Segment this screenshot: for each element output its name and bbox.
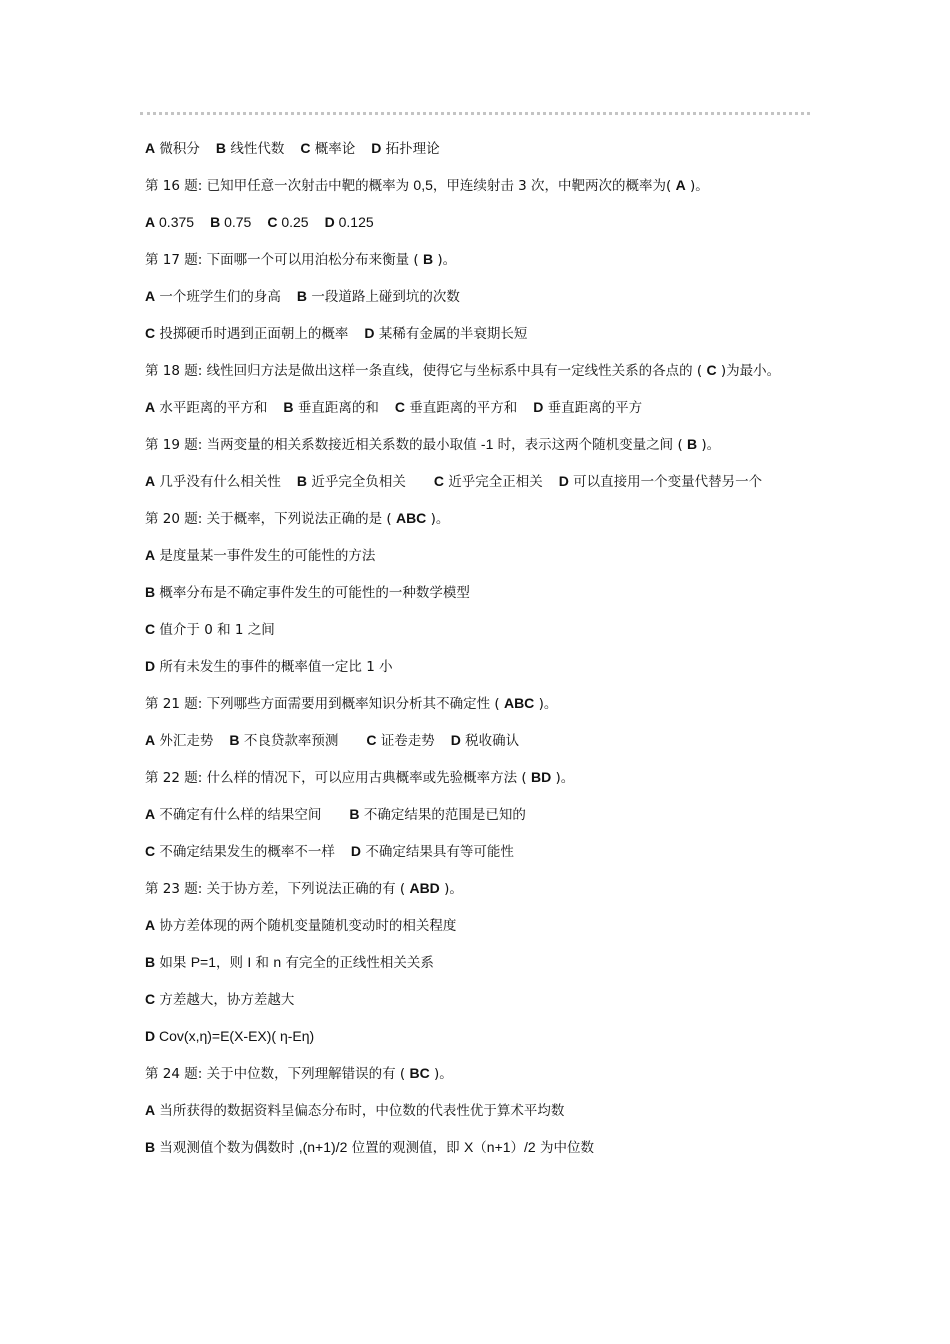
- dotted-divider: [140, 112, 810, 119]
- option-letter: D: [450, 732, 461, 748]
- option-letter: C: [300, 140, 311, 156]
- text-segment: 有完全的正线性相关关系: [281, 955, 434, 971]
- text-segment: )。: [551, 770, 575, 786]
- text-segment: 垂直距离的平方和: [404, 400, 518, 416]
- text-segment: 可以直接用一个变量代替另一个: [568, 474, 763, 490]
- option-letter: D: [145, 1028, 156, 1044]
- option-letter: A: [145, 473, 156, 489]
- option-letter: D: [350, 843, 362, 859]
- text-line: [145, 805, 810, 824]
- text-segment: 第 17 题: 下面哪一个可以用泊松分布来衡量 (: [145, 252, 423, 268]
- option-letter: B: [145, 1139, 156, 1155]
- text-segment: -1: [480, 436, 494, 452]
- text-segment: 某稀有金属的半衰期长短: [374, 326, 528, 342]
- text-segment: 概率分布是不确定事件发生的可能性的一种数学模型: [155, 585, 470, 601]
- text-segment: /2: [524, 1139, 536, 1155]
- option-letter: B: [145, 954, 156, 970]
- option-letter: ABC: [395, 510, 427, 526]
- text-segment: 0.25: [277, 214, 309, 230]
- text-segment: )。: [439, 881, 463, 897]
- option-letter: C: [145, 621, 156, 637]
- text-segment: n+1: [486, 1139, 511, 1155]
- option-letter: C: [145, 325, 156, 341]
- option-letter: B: [296, 288, 308, 304]
- option-letter: C: [394, 399, 405, 415]
- option-letter: B: [229, 732, 240, 748]
- option-letter: B: [145, 584, 156, 600]
- option-letter: D: [533, 399, 544, 415]
- text-segment: 垂直距离的平方: [543, 400, 643, 416]
- text-segment: 外汇走势: [155, 733, 214, 749]
- option-letter: C: [706, 362, 717, 378]
- text-segment: 第 23 题: 关于协方差，下列说法正确的有 (: [145, 881, 410, 897]
- option-letter: B: [210, 214, 221, 230]
- text-segment: P=1: [190, 954, 217, 970]
- option-letter: D: [371, 140, 382, 156]
- text-line: [145, 620, 810, 639]
- text-segment: 0.375: [155, 214, 195, 230]
- text-line: [145, 953, 810, 972]
- text-segment: （: [473, 1140, 487, 1156]
- option-letter: D: [364, 325, 375, 341]
- text-segment: 当所获得的数据资料呈偏态分布时，中位数的代表性优于算术平均数: [155, 1103, 565, 1119]
- text-segment: 线性代数: [226, 141, 285, 157]
- text-line: [145, 916, 810, 935]
- text-segment: 值介于 0 和 1 之间: [155, 622, 275, 638]
- text-segment: 不确定有什么样的结果空间: [155, 807, 322, 823]
- text-line: [145, 176, 810, 195]
- text-segment: 不确定结果发生的概率不一样: [155, 844, 335, 860]
- text-segment: 第 22 题: 什么样的情况下，可以应用古典概率或先验概率方法 (: [145, 770, 531, 786]
- option-letter: A: [675, 177, 686, 193]
- text-segment: 0,5: [413, 177, 433, 193]
- text-segment: 协方差体现的两个随机变量随机变动时的相关程度: [155, 918, 457, 934]
- option-letter: A: [145, 214, 156, 230]
- option-letter: B: [349, 806, 360, 822]
- option-letter: A: [145, 140, 156, 156]
- text-segment: 不确定结果的范围是已知的: [359, 807, 526, 823]
- text-segment: 近乎完全正相关: [443, 474, 543, 490]
- text-segment: 时，表示这两个随机变量之间 (: [493, 437, 687, 453]
- text-line: [145, 842, 810, 861]
- option-letter: BD: [530, 769, 552, 785]
- text-segment: ,(n+1)/2: [298, 1139, 348, 1155]
- option-letter: D: [145, 658, 156, 674]
- option-letter: C: [366, 732, 377, 748]
- text-line: [145, 435, 810, 454]
- text-segment: 是度量某一事件发生的可能性的方法: [155, 548, 376, 564]
- text-segment: 证卷走势: [376, 733, 435, 749]
- text-segment: 不确定结果具有等可能性: [361, 844, 514, 860]
- text-segment: 如果: [155, 955, 191, 971]
- option-letter: B: [422, 251, 434, 267]
- option-letter: C: [145, 843, 156, 859]
- option-letter: B: [283, 399, 294, 415]
- text-segment: 第 20 题: 关于概率，下列说法正确的是 (: [145, 511, 396, 527]
- text-segment: )为最小。: [716, 363, 781, 379]
- text-line: [145, 352, 810, 389]
- text-segment: 和: [251, 955, 274, 971]
- option-letter: C: [433, 473, 444, 489]
- text-line: [145, 583, 810, 602]
- text-line: [145, 731, 810, 750]
- text-segment: )。: [433, 252, 457, 268]
- text-segment: 几乎没有什么相关性: [155, 474, 281, 490]
- text-segment: 0.125: [334, 214, 374, 230]
- text-line: [145, 1064, 810, 1083]
- text-line: [145, 879, 810, 898]
- text-segment: )。: [429, 1066, 453, 1082]
- text-segment: 第 16 题: 已知甲任意一次射击中靶的概率为: [145, 178, 414, 194]
- text-segment: )。: [534, 696, 558, 712]
- text-segment: 第 18 题: 线性回归方法是做出这样一条直线，使得它与坐标系中具有一定线性关系的各点的 (: [145, 363, 707, 379]
- option-letter: A: [145, 917, 156, 933]
- option-letter: D: [558, 473, 569, 489]
- text-line: [145, 213, 810, 232]
- text-segment: 不良贷款率预测: [239, 733, 339, 749]
- text-segment: n: [273, 954, 282, 970]
- text-segment: I: [247, 954, 252, 970]
- text-segment: 税收确认: [460, 733, 520, 749]
- option-letter: B: [215, 140, 227, 156]
- text-line: [145, 768, 810, 787]
- option-letter: ABC: [503, 695, 535, 711]
- text-segment: 当观测值个数为偶数时: [155, 1140, 299, 1156]
- text-line: [145, 250, 810, 269]
- text-segment: 近乎完全负相关: [307, 474, 406, 490]
- text-segment: 拓扑理论: [381, 141, 440, 157]
- text-segment: 水平距离的平方和: [155, 400, 268, 416]
- text-segment: 位置的观测值，即: [347, 1140, 464, 1156]
- option-letter: ABD: [409, 880, 440, 896]
- text-line: [145, 1027, 810, 1046]
- text-segment: 第 24 题: 关于中位数，下列理解错误的有 (: [145, 1066, 410, 1082]
- option-letter: A: [145, 732, 156, 748]
- text-line: [145, 546, 810, 565]
- text-line: [145, 324, 810, 343]
- option-letter: BC: [409, 1065, 430, 1081]
- question-list: [145, 139, 810, 1175]
- text-segment: 垂直距离的和: [293, 400, 379, 416]
- text-line: [145, 509, 810, 528]
- text-segment: )。: [426, 511, 450, 527]
- text-line: [145, 463, 810, 500]
- option-letter: A: [145, 1102, 156, 1118]
- text-line: [145, 694, 810, 713]
- text-line: [145, 139, 810, 158]
- option-letter: A: [145, 806, 156, 822]
- text-segment: 一段道路上碰到坑的次数: [307, 289, 460, 305]
- text-segment: 第 21 题: 下列哪些方面需要用到概率知识分析其不确定性 (: [145, 696, 504, 712]
- text-line: [145, 287, 810, 306]
- text-segment: 投掷硬币时遇到正面朝上的概率: [155, 326, 349, 342]
- text-segment: 为中位数: [535, 1140, 595, 1156]
- text-line: [145, 1101, 810, 1120]
- text-segment: ，则: [216, 955, 248, 971]
- text-line: [145, 398, 810, 417]
- text-segment: Cov(x,η)=E(X-EX)( η-Eη): [155, 1028, 315, 1044]
- text-line: [145, 1138, 810, 1157]
- text-segment: 所有未发生的事件的概率值一定比 1 小: [155, 659, 393, 675]
- text-segment: 方差越大，协方差越大: [155, 992, 295, 1008]
- text-segment: 0.75: [220, 214, 252, 230]
- text-segment: )。: [685, 178, 709, 194]
- text-segment: 一个班学生们的身高: [155, 289, 281, 305]
- option-letter: B: [687, 436, 698, 452]
- option-letter: A: [145, 399, 156, 415]
- text-segment: ，甲连续射击 3 次，中靶两次的概率为(: [432, 178, 676, 194]
- text-line: [145, 990, 810, 1009]
- text-segment: 微积分: [155, 141, 200, 157]
- option-letter: D: [324, 214, 335, 230]
- text-segment: 概率论: [310, 141, 356, 157]
- option-letter: A: [145, 288, 156, 304]
- text-line: [145, 657, 810, 676]
- option-letter: B: [296, 473, 308, 489]
- option-letter: A: [145, 547, 156, 563]
- text-segment: 第 19 题: 当两变量的相关系数接近相关系数的最小取值: [145, 437, 481, 453]
- text-segment: ）: [510, 1140, 525, 1156]
- option-letter: C: [267, 214, 278, 230]
- text-segment: X: [463, 1139, 474, 1155]
- text-segment: )。: [697, 437, 721, 453]
- option-letter: C: [145, 991, 156, 1007]
